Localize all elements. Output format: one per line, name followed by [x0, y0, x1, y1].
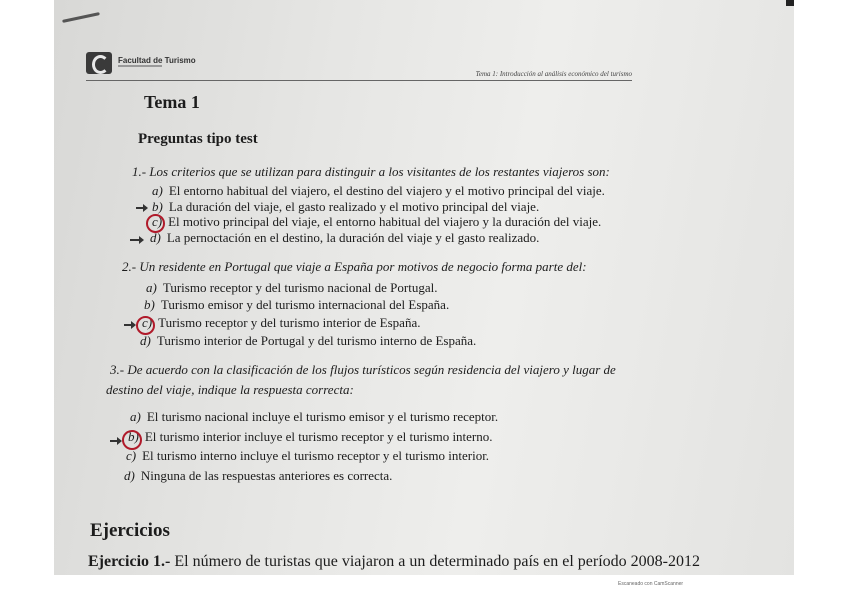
- option-letter: c): [126, 448, 137, 463]
- answer-circle-mark: [122, 430, 142, 450]
- option-text: Ninguna de las respuestas anteriores es correcta.: [140, 468, 393, 483]
- arrow-mark: [130, 239, 142, 241]
- exercise-1: [88, 553, 700, 571]
- option-letter: a): [130, 409, 141, 424]
- question-2-option-c: [142, 315, 420, 331]
- question-1-option-c: [152, 214, 601, 230]
- option-text: Turismo receptor y del turismo interior de España.: [158, 315, 421, 330]
- question-2-option-a: [146, 280, 437, 296]
- scanner-watermark: Escaneado con CamScanner: [618, 581, 684, 587]
- question-3-line-1: 3.- De acuerdo con la clasificación de los flujos turísticos según residencia del viajero y lugar de: [110, 362, 616, 377]
- answer-circle-mark: [136, 316, 155, 335]
- option-letter: b): [128, 429, 139, 444]
- question-1-option-b: [152, 199, 539, 215]
- question-1-option-a: [152, 183, 605, 199]
- section-subtitle: Preguntas tipo test: [138, 131, 258, 147]
- question-3-option-c: [126, 448, 489, 464]
- option-text: Turismo interior de Portugal y del turismo interno de España.: [156, 333, 477, 348]
- option-letter: a): [152, 183, 163, 198]
- arrow-mark: [110, 440, 120, 442]
- option-letter: b): [152, 199, 163, 214]
- option-letter: a): [146, 280, 157, 295]
- arrow-mark: [136, 207, 146, 209]
- question-2-option-b: [144, 297, 449, 313]
- question-3-option-b: [128, 429, 493, 445]
- running-title: Tema 1: Introducción al análisis económico del turismo: [475, 70, 632, 78]
- option-letter: c): [142, 315, 153, 330]
- option-text: Turismo receptor y del turismo nacional de Portugal.: [162, 280, 438, 295]
- question-2: 2.- Un residente en Portugal que viaje a España por motivos de negocio forma parte del:: [122, 259, 587, 274]
- answer-circle-mark: [146, 214, 165, 233]
- faculty-name: Facultad de Turismo: [118, 56, 196, 65]
- option-text: El motivo principal del viaje, el entorno habitual del viajero y la duración del viaje.: [168, 214, 602, 229]
- option-text: El turismo interior incluye el turismo receptor y el turismo interno.: [144, 429, 493, 444]
- arrow-mark: [124, 324, 134, 326]
- option-text: El turismo nacional incluye el turismo emisor y el turismo receptor.: [146, 409, 499, 424]
- question-2-option-d: [140, 333, 476, 349]
- page-title: Tema 1: [144, 92, 200, 112]
- option-text: El entorno habitual del viajero, el destino del viajero y el motivo principal del viaje.: [168, 183, 605, 198]
- option-text: Turismo emisor y del turismo internacional del España.: [160, 297, 450, 312]
- option-letter: d): [124, 468, 135, 483]
- question-3-line-2: destino del viaje, indique la respuesta correcta:: [106, 382, 354, 397]
- option-letter: c): [152, 214, 163, 229]
- question-1-option-d: [150, 230, 539, 246]
- option-text: La duración del viaje, el gasto realizado y el motivo principal del viaje.: [168, 199, 540, 214]
- question-3-option-a: [130, 409, 498, 425]
- exercise-text: El número de turistas que viajaron a un determinado país en el período 2008-2012: [174, 553, 700, 570]
- option-text: La pernoctación en el destino, la duración del viaje y el gasto realizado.: [166, 230, 540, 245]
- option-letter: d): [150, 230, 161, 245]
- option-text: El turismo interno incluye el turismo receptor y el turismo interior.: [142, 448, 490, 463]
- option-letter: d): [140, 333, 151, 348]
- question-3-option-d: [124, 468, 392, 484]
- exercise-label: Ejercicio 1.-: [88, 553, 171, 570]
- question-1: 1.- Los criterios que se utilizan para distinguir a los visitantes de los restantes viajeros son:: [132, 164, 610, 179]
- option-letter: b): [144, 297, 155, 312]
- exercises-heading: Ejercicios: [90, 520, 170, 541]
